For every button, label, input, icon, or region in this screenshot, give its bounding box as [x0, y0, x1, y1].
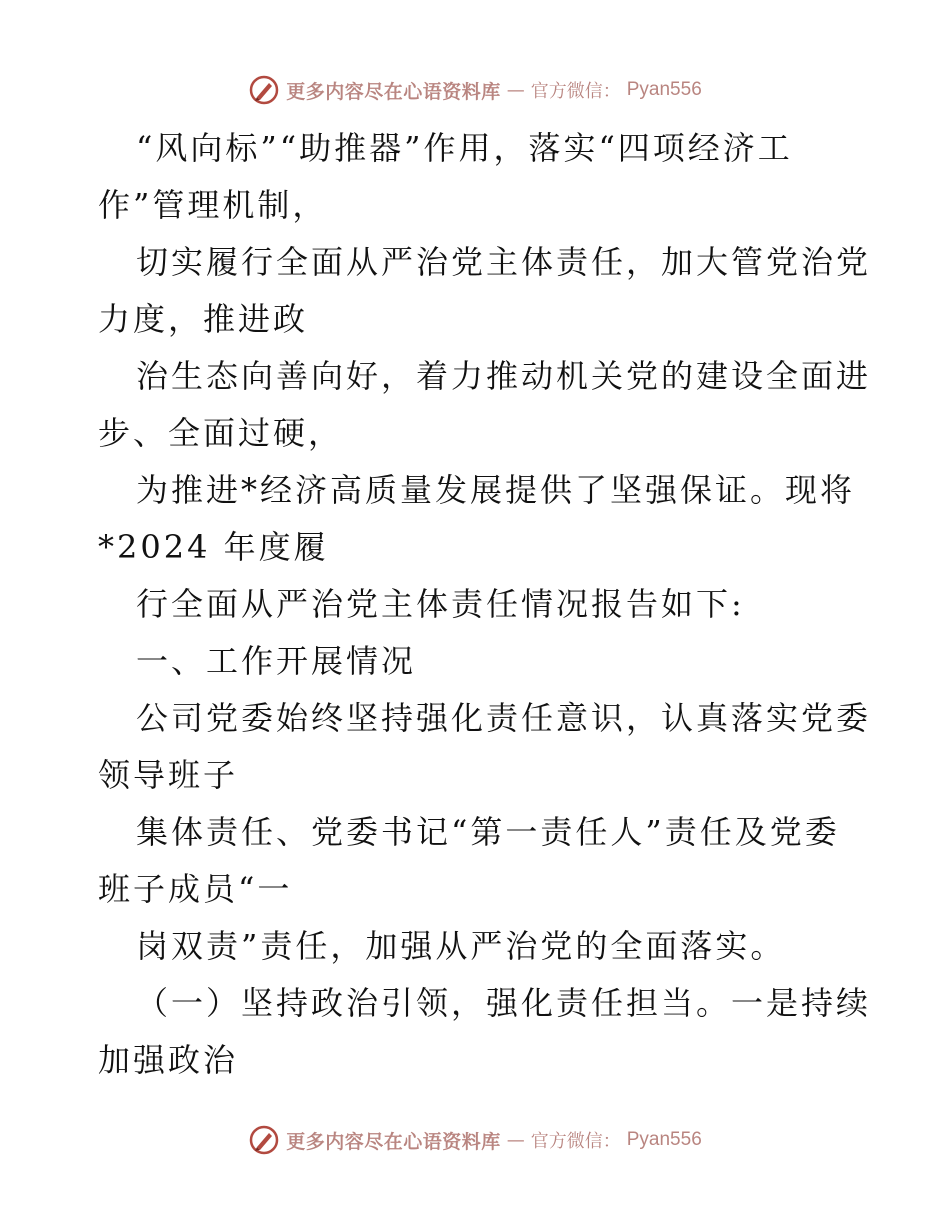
- text-line: 切实履行全面从严治党主体责任，加大管党治党: [136, 243, 872, 281]
- watermark-contact-id: Pyan556: [626, 79, 702, 100]
- text-line: 作”管理机制，: [98, 186, 328, 224]
- pen-logo-icon: [248, 1124, 280, 1156]
- watermark-site-text: 更多内容尽在心语资料库: [286, 80, 501, 103]
- text-line: 步、全面过硬，: [98, 414, 344, 452]
- watermark-dash: —: [506, 1129, 525, 1151]
- text-line: 力度，推进政: [98, 300, 309, 338]
- watermark-dash: —: [506, 79, 525, 101]
- text-line: *2024 年度履: [98, 528, 329, 566]
- text-line: 班子成员“一: [98, 870, 293, 908]
- section-heading: 一、工作开展情况: [136, 642, 417, 680]
- text-line: 领导班子: [98, 756, 239, 794]
- watermark-contact-label: 官方微信：: [530, 1131, 621, 1152]
- text-line: 集体责任、党委书记“第一责任人”责任及党委: [136, 813, 840, 851]
- subsection-heading: （一）坚持政治引领，强化责任担当。一是持续: [136, 984, 872, 1022]
- pen-logo-icon: [248, 74, 280, 106]
- text-line: 岗双责”责任，加强从严治党的全面落实。: [136, 927, 786, 965]
- watermark-contact-label: 官方微信：: [530, 81, 621, 102]
- text-line: 为推进*经济高质量发展提供了坚强保证。现将: [136, 471, 856, 509]
- text-line: 行全面从严治党主体责任情况报告如下:: [136, 585, 745, 623]
- watermark-site-text: 更多内容尽在心语资料库: [286, 1130, 501, 1153]
- text-line: 治生态向善向好，着力推动机关党的建设全面进: [136, 357, 872, 395]
- text-line: 公司党委始终坚持强化责任意识，认真落实党委: [136, 699, 872, 737]
- text-line: 加强政治: [98, 1041, 239, 1079]
- header-watermark: [0, 70, 950, 110]
- text-line: “风向标”“助推器”作用，落实“四项经济工: [136, 129, 793, 167]
- document-body: [98, 120, 872, 1089]
- watermark-contact-id: Pyan556: [626, 1129, 702, 1150]
- footer-watermark: [0, 1120, 950, 1160]
